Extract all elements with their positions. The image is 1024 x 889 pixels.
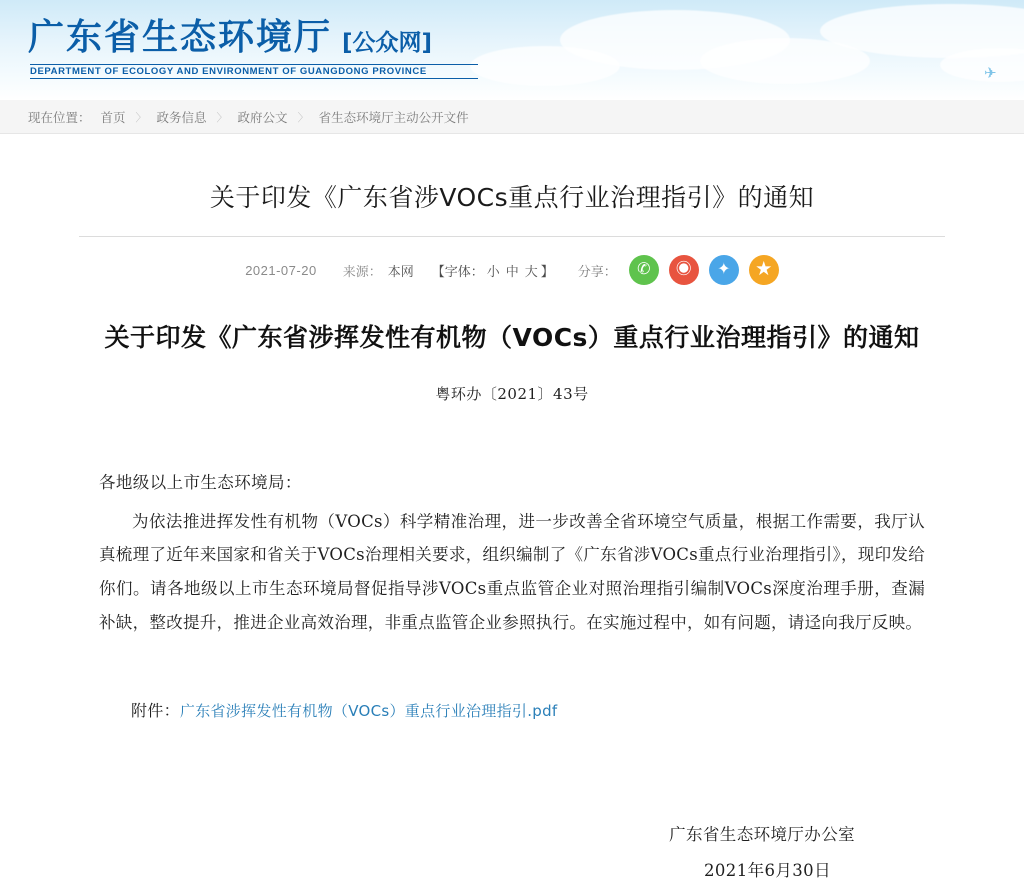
document-signature <box>99 817 925 889</box>
breadcrumb-separator-icon: 〉 <box>297 111 309 124</box>
breadcrumb <box>0 100 1024 134</box>
airplane-icon: ✈ <box>984 65 997 82</box>
site-logo-title: 广东省生态环境厅 <box>28 17 333 58</box>
cloud-decoration <box>470 46 620 86</box>
site-header-banner <box>0 0 1024 100</box>
article-meta-bar <box>79 237 945 285</box>
fontsize-label: 【字体： <box>431 263 484 279</box>
qq-share-icon[interactable]: ✦ <box>709 255 739 285</box>
breadcrumb-separator-icon: 〉 <box>135 111 147 124</box>
page-title: 关于印发《广东省涉VOCs重点行业治理指引》的通知 <box>209 183 815 212</box>
fontsize-small-button[interactable]: 小 <box>486 263 500 279</box>
page-content <box>0 134 1024 889</box>
breadcrumb-item-government-documents[interactable]: 政府公文 <box>237 110 288 125</box>
article-body <box>99 285 925 889</box>
breadcrumb-item-home[interactable]: 首页 <box>100 110 126 125</box>
favorite-share-icon[interactable]: ★ <box>749 255 779 285</box>
weibo-share-icon[interactable]: ◉ <box>669 255 699 285</box>
site-logo[interactable] <box>28 16 433 77</box>
fontsize-label-close: 】 <box>540 263 554 279</box>
breadcrumb-label: 现在位置： <box>28 110 91 125</box>
wechat-share-icon[interactable]: ✆ <box>629 255 659 285</box>
source-label: 来源： <box>342 263 382 279</box>
document-paragraph: 为依法推进挥发性有机物（VOCs）科学精准治理，进一步改善全省环境空气质量，根据工作需要，我厅认真梳理了近年来国家和省关于VOCs治理相关要求，组织编制了《广东省涉VOCs重点行业治理指引》，现印发给你们。请各地级以上市生态环境局督促指导涉VOCs重点监管企业对照治理指引编制VOCs深度治理手册，查漏补缺，整改提升，推进企业高效治理，非重点监管企业参照执行。在实施过程中，如有问题，请迳向我厅反映。 <box>99 511 925 632</box>
fontsize-controls <box>432 261 554 280</box>
site-logo-tag: [公众网] <box>342 30 433 56</box>
document-number: 粤环办〔2021〕43号 <box>435 384 589 403</box>
fontsize-medium-button[interactable]: 中 <box>505 263 519 279</box>
breadcrumb-separator-icon: 〉 <box>216 111 228 124</box>
attachment-row <box>99 698 925 721</box>
fontsize-large-button[interactable]: 大 <box>524 263 538 279</box>
breadcrumb-item-public-files[interactable]: 省生态环境厅主动公开文件 <box>318 110 469 125</box>
signature-organization: 广东省生态环境厅办公室 <box>669 824 855 844</box>
share-icon-group <box>629 255 779 285</box>
page-title-zone <box>79 134 945 237</box>
site-logo-subtitle-en: DEPARTMENT OF ECOLOGY AND ENVIRONMENT OF GUANGDONG PROVINCE <box>30 64 478 79</box>
document-salutation: 各地级以上市生态环境局： <box>99 472 302 492</box>
attachment-label: 附件： <box>131 700 180 720</box>
publish-date: 2021-07-20 <box>245 262 317 278</box>
attachment-link[interactable]: 广东省涉挥发性有机物（VOCs）重点行业治理指引.pdf <box>179 701 558 720</box>
breadcrumb-item-government-info[interactable]: 政务信息 <box>156 110 207 125</box>
signature-date: 2021年6月30日 <box>704 861 831 881</box>
source-value: 本网 <box>387 263 414 279</box>
share-label: 分享： <box>577 263 617 279</box>
document-heading: 关于印发《广东省涉挥发性有机物（VOCs）重点行业治理指引》的通知 <box>104 323 920 352</box>
